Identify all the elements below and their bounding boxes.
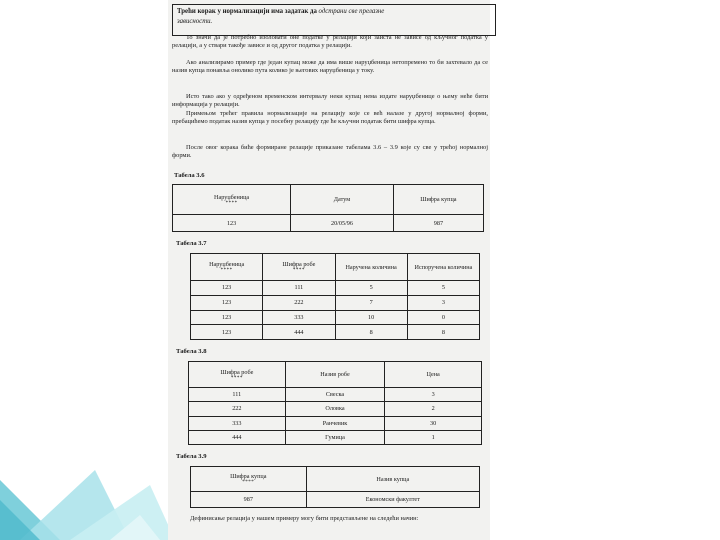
table-row (191, 295, 480, 310)
table-3-8-header-text: Шифра робе (220, 368, 254, 376)
table-3-7-header-text: Шифра робе (282, 261, 316, 268)
rule-box (172, 4, 496, 36)
table-row (191, 310, 480, 325)
paragraph-4: Примењом трећег правила нормализације на релацију које се већ налазе у другој нормалној форми, пребацићемо податак назив купца у посебну релацију где ће кључни податак бити шифра купца. (172, 110, 488, 126)
table-cell: Свеска (285, 388, 385, 402)
table-3-6-cell: 987 (393, 215, 483, 232)
table-3-7-header (191, 254, 263, 281)
table-3-6-header-text: Наруџбеница (214, 193, 250, 201)
table-3-6-header: Шифра купца (393, 185, 483, 215)
table-cell: Оловка (285, 402, 385, 416)
table-3-9 (190, 466, 480, 508)
key-marker: **** (220, 268, 233, 273)
closing-paragraph: Дефинисање релација у нашем примеру могу бити представљене на следећи начин: (190, 515, 419, 522)
key-marker: **** (242, 480, 255, 485)
table-3-6-header (173, 185, 291, 215)
table-3-7-header (263, 254, 335, 281)
table-3-8-header: Цена (385, 362, 482, 388)
table-3-8-header (189, 362, 286, 388)
table-row (191, 492, 480, 508)
table-cell: 333 (263, 310, 335, 325)
table-row (189, 388, 482, 402)
table-cell: 222 (263, 295, 335, 310)
table-cell: 2 (385, 402, 482, 416)
table-cell: 5 (407, 281, 479, 296)
table-cell: 8 (335, 325, 407, 340)
table-row (191, 325, 480, 340)
paragraph-5: После овог корака биће формиране релације приказане табелама 3.6 – 3.9 које су све у трећој нормалној форми. (172, 144, 488, 160)
table-cell: Гумица (285, 430, 385, 444)
table-cell: 123 (191, 281, 263, 296)
table-cell: 8 (407, 325, 479, 340)
table-3-7 (190, 253, 480, 340)
table-3-7-header: Испоручена количина (407, 254, 479, 281)
rule-italic-2: зависности. (177, 18, 213, 25)
table-3-6 (172, 184, 484, 232)
table-cell: 7 (335, 295, 407, 310)
table-3-9-caption: Табела 3.9 (176, 453, 207, 460)
table-cell: Економски факултет (306, 492, 479, 508)
table-cell: 10 (335, 310, 407, 325)
table-3-8-header: Назив робе (285, 362, 385, 388)
table-cell: 222 (189, 402, 286, 416)
table-cell: 444 (189, 430, 286, 444)
table-3-6-cell: 123 (173, 215, 291, 232)
key-marker: **** (292, 268, 305, 273)
table-cell: 111 (263, 281, 335, 296)
table-3-6-cell: 20/05/96 (291, 215, 394, 232)
table-3-8 (188, 361, 482, 445)
rule-italic-1: одстрани све прелазне (318, 8, 385, 15)
table-cell: 444 (263, 325, 335, 340)
table-cell: 3 (407, 295, 479, 310)
table-3-6-header: Датум (291, 185, 394, 215)
table-3-7-header: Наручена количина (335, 254, 407, 281)
corner-decoration (0, 460, 175, 540)
table-cell: 1 (385, 430, 482, 444)
table-cell: 123 (191, 310, 263, 325)
table-3-6-caption: Табела 3.6 (174, 172, 205, 179)
table-row (189, 416, 482, 430)
table-cell: 0 (407, 310, 479, 325)
table-cell: 3 (385, 388, 482, 402)
table-cell: Ранчевик (285, 416, 385, 430)
table-3-7-header-text: Наруџбеница (209, 261, 245, 268)
table-cell: 111 (189, 388, 286, 402)
table-3-7-caption: Табела 3.7 (176, 240, 207, 247)
table-cell: 5 (335, 281, 407, 296)
table-cell: 333 (189, 416, 286, 430)
paragraph-2: Ако анализирамо пример где један купац може да има више наруџбеница нетопремено то би захтевало да се назив купца понавља онолико пута колико је његових наруџбеница у току. (172, 59, 488, 75)
table-cell: 30 (385, 416, 482, 430)
table-3-8-caption: Табела 3.8 (176, 348, 207, 355)
table-row (189, 430, 482, 444)
key-marker: **** (225, 200, 238, 206)
table-row (189, 402, 482, 416)
table-3-9-header-text: Шифра купца (230, 473, 267, 480)
table-cell: 123 (191, 295, 263, 310)
paragraph-1: То значи да је потребно изоловати оне податке у релацији који заиста не зависе од кључног податка у релацији, а у ствари такође зависе и од другог податка у релацији. (172, 34, 488, 50)
table-cell: 987 (191, 492, 307, 508)
key-marker: **** (230, 375, 243, 381)
rule-lead: Трећи корак у нормализацији има задатак да (177, 8, 319, 15)
table-row (191, 281, 480, 296)
table-3-9-header: Назив купца (306, 467, 479, 492)
paragraph-3: Исто тако ако у одређеном временском интервалу неки купац нема издате наруџбенице о њему неће бити информација у релацији. (172, 93, 488, 109)
table-cell: 123 (191, 325, 263, 340)
table-3-9-header (191, 467, 307, 492)
